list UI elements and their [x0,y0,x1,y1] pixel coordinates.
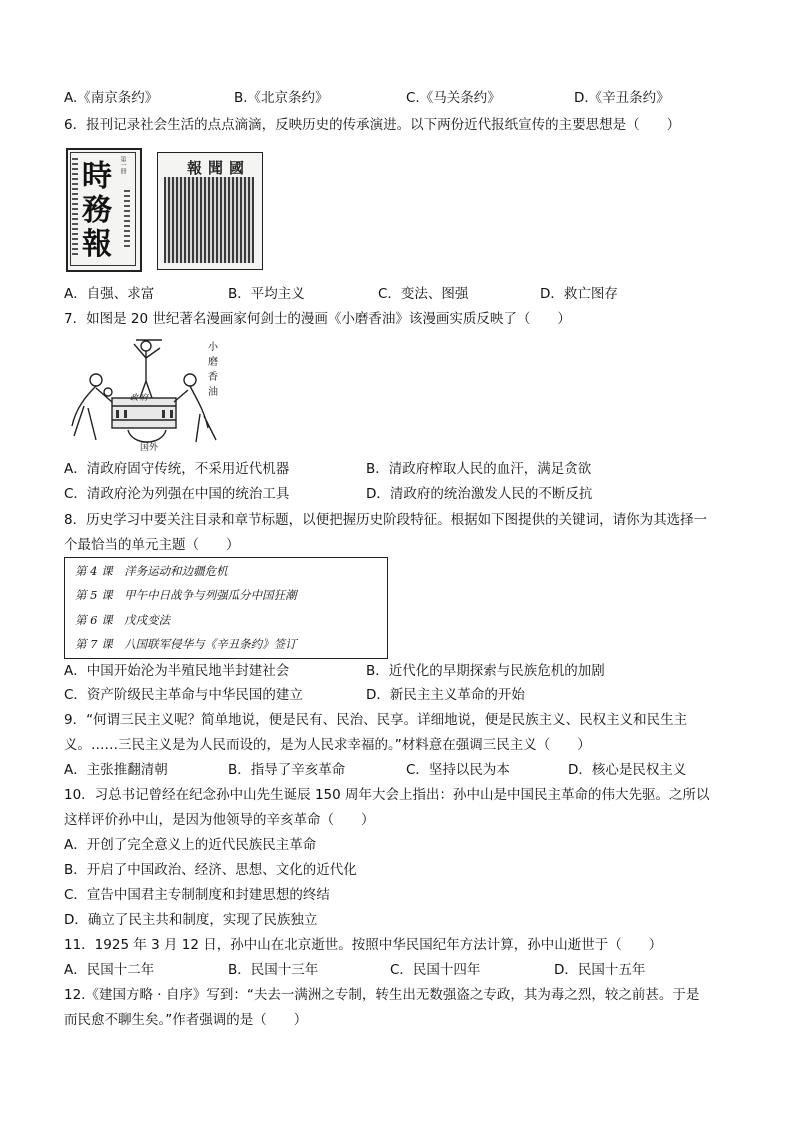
q9-stem-line1: 9．“何谓三民主义呢？简单地说，便是民有、民治、民享。详细地说，便是民族主义、民权主义和民生主 [64,712,688,728]
cartoon-title-char-2: 磨 [208,357,218,368]
q10-option-b: B．开启了中国政治、经济、思想、文化的近代化 [64,862,357,878]
q11-option-d: D．民国十五年 [554,962,646,978]
shiwubao-issue: 第一冊 [119,156,126,174]
q8-option-b: B．近代化的早期探索与民族危机的加剧 [366,663,605,679]
q6-stem: 6．报刊记录社会生活的点点滴滴，反映历史的传承演进。以下两份近代报纸宣传的主要思想是（ ） [64,117,681,133]
shiwubao-image [66,148,142,272]
q6-option-d: D．救亡图存 [540,286,618,302]
q10-option-d: D．确立了民主共和制度，实现了民族独立 [64,912,318,928]
q11-stem: 11．1925 年 3 月 12 日，孙中山在北京逝世。按照中华民国纪年方法计算，孙中山逝世于（ ） [64,937,663,953]
q6-option-c: C．变法、图强 [378,286,469,302]
q5-option-a: A.《南京条约》 [64,90,159,106]
q8-option-d: D．新民主主义革命的开始 [366,687,525,703]
q12-stem-line2: 而民愈不聊生矣。”作者强调的是（ ） [64,1012,308,1028]
lesson-4: 第 4 课 洋务运动和边疆危机 [75,564,228,578]
q8-stem-line2: 个最恰当的单元主题（ ） [64,537,240,553]
lesson-6: 第 6 课 戊戌变法 [75,613,171,627]
q5-option-c: C.《马关条约》 [406,90,501,106]
cartoon-label-gov: 政府 [130,393,150,402]
q8-option-a: A．中国开始沦为半殖民地半封建社会 [64,663,290,679]
q6-option-a: A．自强、求富 [64,286,155,302]
cartoon-title-char-3: 香 [208,372,218,383]
q10-stem-line1: 10．习总书记曾经在纪念孙中山先生诞辰 150 周年大会上指出：孙中山是中国民主革命的伟大先驱。之所以 [64,787,710,803]
q8-stem-line1: 8．历史学习中要关注目录和章节标题，以便把握历史阶段特征。根据如下图提供的关键词，请你为其选择一 [64,512,708,528]
q7-option-b: B．清政府榨取人民的血汗，满足贪欲 [366,461,592,477]
q9-option-a: A．主张推翻清朝 [64,762,168,778]
q7-stem: 7．如图是 20 世纪著名漫画家何剑士的漫画《小磨香油》该漫画实质反映了（ ） [64,311,571,327]
q7-option-a: A．清政府固守传统，不采用近代机器 [64,461,290,477]
shiwubao-char-3: 報 [82,227,112,262]
cartoon-title [208,340,220,400]
q9-option-d: D．核心是民权主义 [568,762,687,778]
shiwubao-side-text-right [124,190,130,250]
lesson-5: 第 5 课 甲午中日战争与列强瓜分中国狂潮 [75,588,297,602]
q10-option-c: C．宣告中国君主专制制度和封建思想的终结 [64,887,330,903]
q11-option-b: B．民国十三年 [228,962,319,978]
guowenbao-title: 國聞報 [186,159,250,177]
q12-stem-line1: 12.《建国方略 · 自序》写到：“夫去一满洲之专制，转生出无数强盗之专政，其为毒之烈，较之前甚。于是 [64,987,700,1003]
lesson-7: 第 7 课 八国联军侵华与《辛丑条约》签订 [75,637,297,651]
guowenbao-image [157,152,263,270]
cartoon-title-char-4: 油 [208,387,218,398]
q10-stem-line2: 这样评价孙中山，是因为他领导的辛亥革命（ ） [64,812,375,828]
q11-option-a: A．民国十二年 [64,962,155,978]
q7-option-c: C．清政府沦为列强在中国的统治工具 [64,486,290,502]
q9-stem-line2: 义。……三民主义是为人民而设的，是为人民求幸福的。”材料意在强调三民主义（ ） [64,737,591,753]
q7-option-d: D．清政府的统治激发人民的不断反抗 [366,486,593,502]
q9-option-c: C．坚持以民为本 [406,762,510,778]
xiaomo-xiangyou-cartoon [66,336,226,456]
q5-option-b: B.《北京条约》 [234,90,329,106]
shiwubao-side-text [72,158,78,258]
q6-option-b: B．平均主义 [228,286,305,302]
cartoon-title-char-1: 小 [208,342,218,353]
lesson-list-box [64,557,388,659]
shiwubao-char-1: 時 [82,159,112,194]
q9-option-b: B．指导了辛亥革命 [228,762,346,778]
shiwubao-char-2: 務 [82,193,112,228]
q5-option-d: D.《辛丑条约》 [574,90,670,106]
q8-option-c: C．资产阶级民主革命与中华民国的建立 [64,687,303,703]
cartoon-label-foreign: 国外 [140,443,159,453]
q10-option-a: A．开创了完全意义上的近代民族民主革命 [64,837,317,853]
guowenbao-columns [164,177,254,263]
q11-option-c: C．民国十四年 [390,962,481,978]
